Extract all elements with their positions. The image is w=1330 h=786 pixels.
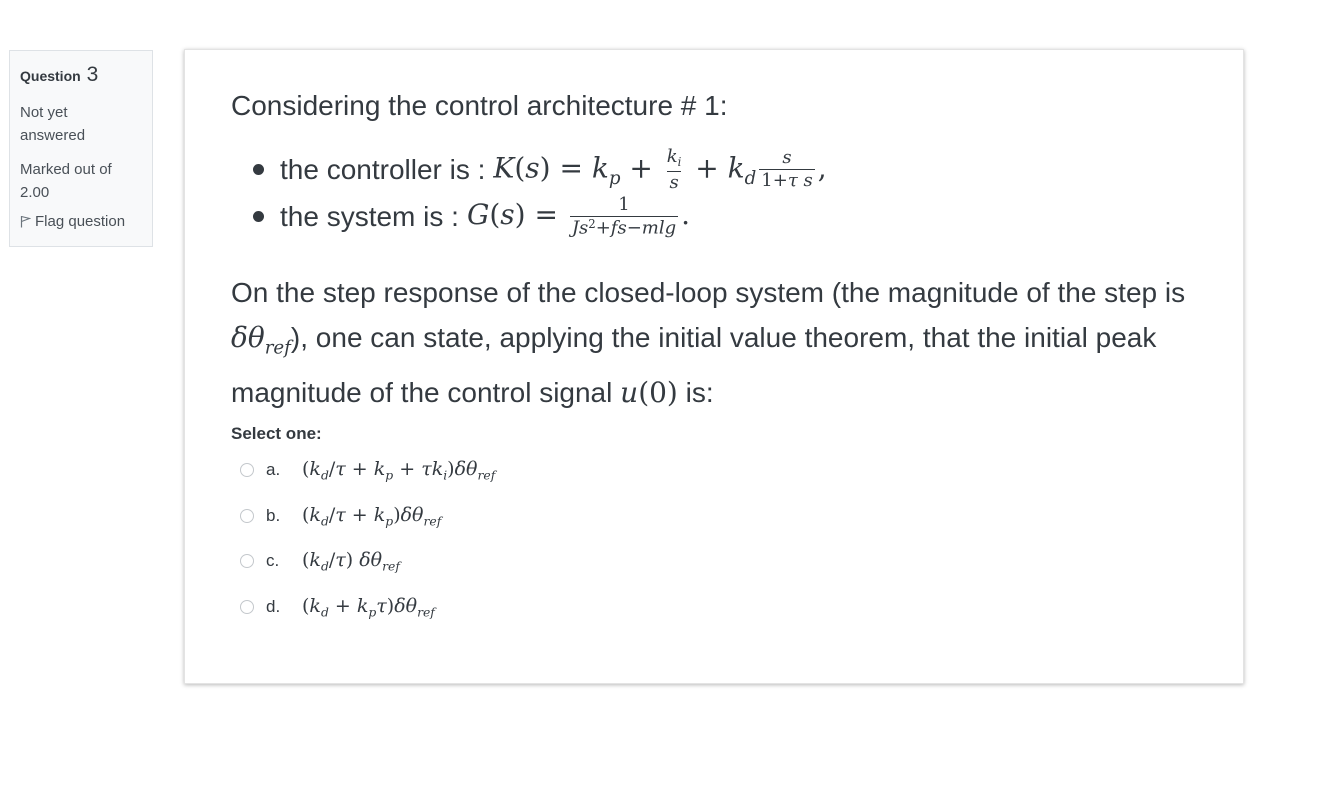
stem-control-signal: u(0): [620, 376, 678, 410]
radio-button-a[interactable]: [240, 463, 254, 477]
question-stem: [231, 270, 1206, 415]
question-state: [20, 101, 142, 147]
flag-question-link[interactable]: [20, 213, 142, 230]
answer-option-b[interactable]: [240, 502, 441, 530]
option-formula-d: $(k_d + k_p\tau)\delta\theta_{ref}$: [302, 594, 435, 620]
option-formula-a: $(k_d/\tau + k_p + \tau k_i)\delta\theta_{ref}$: [302, 457, 496, 483]
state-line-2: answered: [20, 127, 86, 144]
option-formula-b: $(k_d/\tau + k_p)\delta\theta_{ref}$: [302, 503, 442, 529]
system-formula: G(s) = $\frac{1}{Js^2+fs-mlg}$ .: [466, 194, 691, 239]
question-number: [20, 63, 142, 87]
stem-text-2: ), one can state, applying the initial value theorem, that the initial peak magnitude of the control signal: [231, 322, 1157, 409]
controller-label: the controller is :: [280, 153, 486, 185]
controller-bullet: [253, 148, 827, 192]
system-bullet: [253, 196, 690, 237]
question-grade: [20, 158, 142, 204]
question-info-panel: [9, 50, 153, 247]
controller-formula: $K(s) = k_p$ + $\frac{k_i}{s}$ + $k_d$ $\frac{s}{\text{1+τ s}}$ ,: [493, 146, 827, 193]
radio-button-b[interactable]: [240, 509, 254, 523]
question-intro: Considering the control architecture # 1:: [231, 90, 728, 121]
answer-option-a[interactable]: [240, 456, 495, 484]
select-one-label: Select one:: [231, 424, 322, 443]
question-label: Question: [20, 68, 81, 84]
stem-text-1: On the step response of the closed-loop system (the magnitude of the step is: [231, 277, 1186, 308]
grade-line-1: Marked out of: [20, 161, 112, 178]
stem-step-magnitude: $\delta\theta_{ref}$: [231, 321, 291, 359]
radio-button-d[interactable]: [240, 600, 254, 614]
stem-text-3: is:: [677, 377, 714, 409]
question-content-card: [184, 49, 1244, 684]
option-letter-c: c.: [266, 551, 280, 570]
grade-line-2: 2.00: [20, 184, 50, 201]
system-label: the system is :: [280, 200, 459, 232]
flag-question-label: Flag question: [35, 213, 126, 230]
answer-option-c[interactable]: [240, 547, 400, 575]
flag-icon: [20, 215, 31, 228]
option-formula-c: $(k_d/\tau)$ $\delta\theta_{ref}$: [302, 548, 400, 574]
state-line-1: Not yet: [20, 104, 68, 121]
option-letter-d: d.: [266, 597, 281, 616]
radio-button-c[interactable]: [240, 554, 254, 568]
answer-option-d[interactable]: [240, 593, 435, 621]
option-letter-a: a.: [266, 460, 281, 479]
option-letter-b: b.: [266, 506, 281, 525]
question-number-value: 3: [86, 63, 99, 86]
